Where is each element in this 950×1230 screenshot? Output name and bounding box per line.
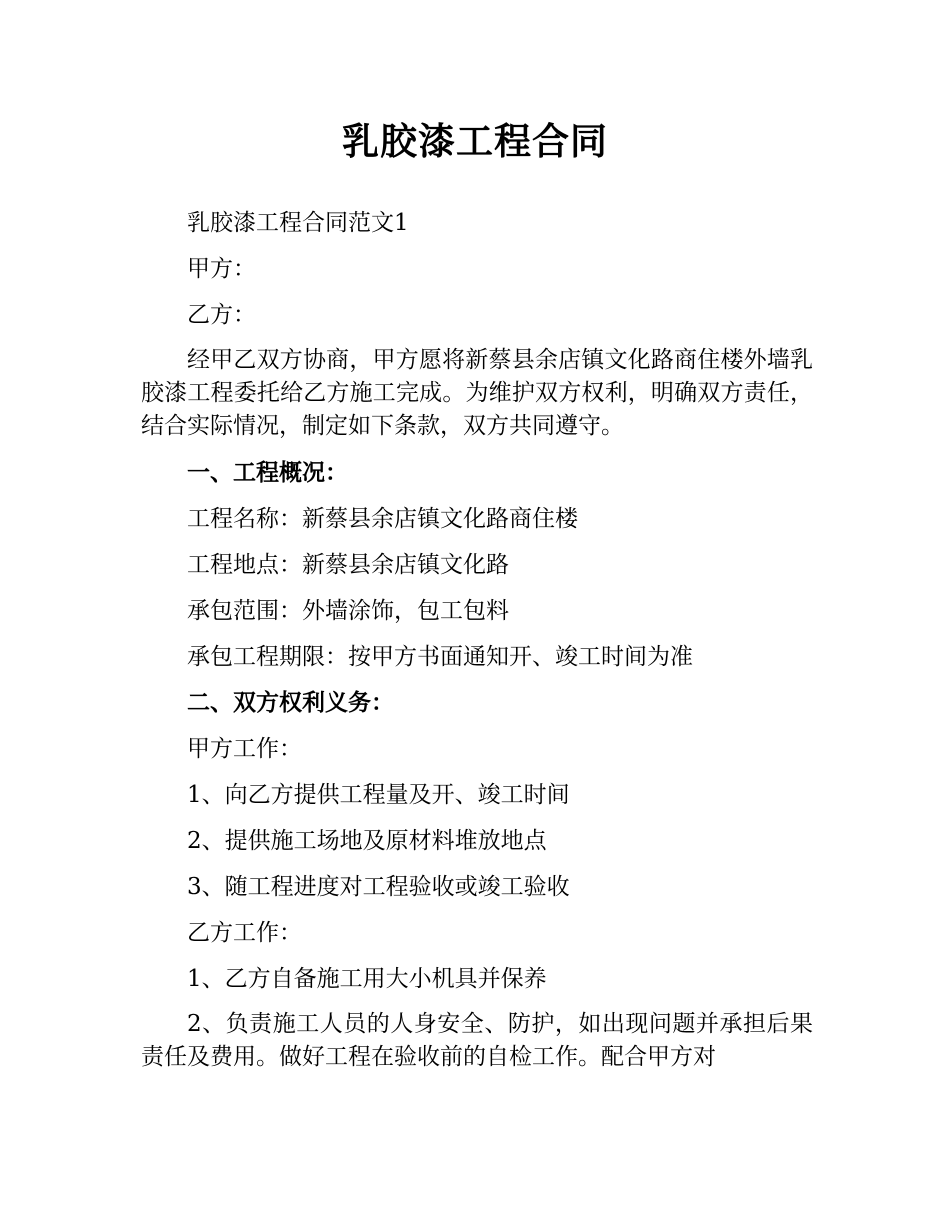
paragraph-project-location: 工程地点：新蔡县余店镇文化路 [187, 552, 509, 578]
paragraph-contract-period: 承包工程期限：按甲方书面通知开、竣工时间为准 [187, 644, 693, 670]
list-item-b-2: 2、负责施工人员的人身安全、防护，如出现问题并承担后果责任及费用。做好工程在验收前的自检工作。配合甲方对 [141, 1011, 813, 1070]
document-body [141, 200, 813, 1081]
paragraph-project-name: 工程名称：新蔡县余店镇文化路商住楼 [187, 506, 578, 532]
paragraph-party-a: 甲方： [187, 256, 256, 282]
section-heading-rights: 二、双方权利义务： [187, 690, 394, 716]
paragraph-party-b-work: 乙方工作： [187, 920, 302, 946]
list-item-b-1: 1、乙方自备施工用大小机具并保养 [187, 966, 547, 992]
paragraph-preamble: 经甲乙双方协商，甲方愿将新蔡县余店镇文化路商住楼外墙乳胶漆工程委托给乙方施工完成。为维护双方权利，明确双方责任，结合实际情况，制定如下条款，双方共同遵守。 [141, 347, 813, 439]
document-title: 乳胶漆工程合同 [342, 120, 608, 163]
list-item-a-3: 3、随工程进度对工程验收或竣工验收 [187, 874, 570, 900]
paragraph-contract-scope: 承包范围：外墙涂饰，包工包料 [187, 598, 509, 624]
paragraph-party-a-work: 甲方工作： [187, 736, 302, 762]
list-item-a-1: 1、向乙方提供工程量及开、竣工时间 [187, 782, 570, 808]
list-item-a-2: 2、提供施工场地及原材料堆放地点 [187, 828, 547, 854]
paragraph-party-b: 乙方： [187, 302, 256, 328]
paragraph-sample-heading: 乳胶漆工程合同范文1 [187, 210, 409, 236]
section-heading-overview: 一、工程概况： [187, 460, 348, 486]
